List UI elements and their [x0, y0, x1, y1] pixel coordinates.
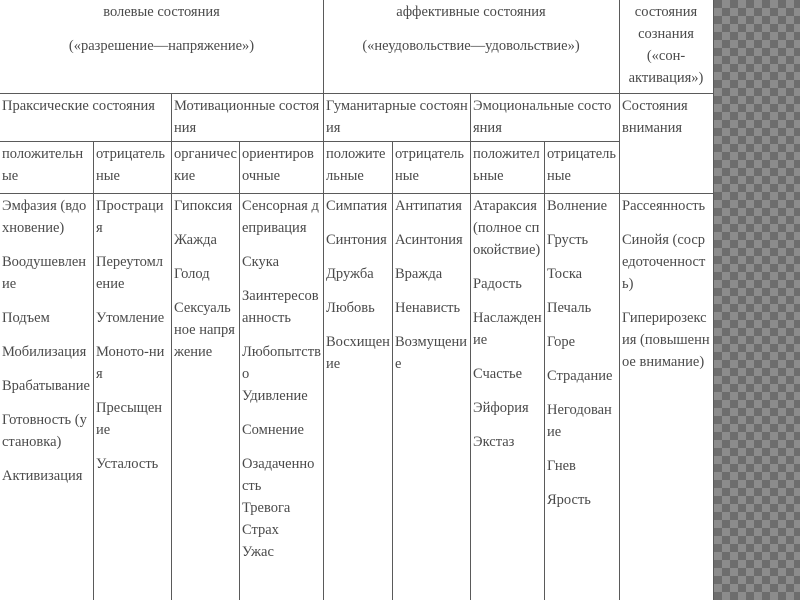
subheader-hum-negative: отрицательные — [395, 146, 465, 184]
state-item: Грусть — [547, 232, 589, 248]
state-item: Рассеянность — [622, 198, 706, 214]
state-item: Активизация — [2, 468, 83, 484]
state-item: Дружба — [326, 266, 374, 282]
subheader-emo-positive: положительные — [473, 146, 540, 184]
col-praxic-negative — [94, 194, 171, 600]
group-motivational: Мотивационные состояния — [174, 98, 320, 136]
state-item: Ярость — [547, 492, 591, 508]
state-item: Подъем — [2, 310, 50, 326]
state-item: Возмущение — [395, 334, 467, 372]
state-item: Усталость — [96, 456, 159, 472]
state-item: Гиперирозексия (повышенное внимание) — [622, 310, 710, 370]
volitional-header — [0, 0, 323, 93]
state-item: Гипоксия — [174, 198, 233, 214]
subheader-hum-positive: положительные — [326, 146, 386, 184]
col-hum-negative — [393, 194, 470, 600]
state-item: Синтония — [326, 232, 387, 248]
state-item: Счастье — [473, 366, 523, 382]
state-item: Горе — [547, 334, 576, 350]
affective-header — [323, 0, 619, 93]
volitional-subtitle: («разрешение—напряжение») — [68, 38, 255, 54]
state-item: Экстаз — [473, 434, 515, 450]
state-item: Сенсорная депривация — [242, 198, 319, 236]
state-item: Заинтересованность — [242, 288, 319, 326]
volitional-title: волевые состояния — [103, 4, 220, 20]
subheader-praxic-negative: отрицательные — [96, 146, 166, 184]
state-item: Сексуальное напряжение — [174, 300, 235, 360]
state-item: Прострация — [96, 198, 164, 236]
state-item: Воодушевление — [2, 254, 87, 292]
state-item: Симпатия — [326, 198, 388, 214]
state-item: Печаль — [547, 300, 592, 316]
group-humanitarian: Гуманитарные состояния — [326, 98, 468, 136]
state-item: Эйфория — [473, 400, 529, 416]
state-item: Атараксия (полное спокойствие) — [473, 198, 541, 258]
state-item: Антипатия — [395, 198, 462, 214]
state-item: Мобилизация — [2, 344, 87, 360]
state-item: Страдание — [547, 368, 613, 384]
affective-subtitle: («неудовольствие—удовольствие») — [362, 38, 580, 54]
state-item: Восхищение — [326, 334, 390, 372]
col-emo-positive — [471, 194, 544, 600]
state-item: Страх — [242, 522, 279, 538]
state-item: Голод — [174, 266, 210, 282]
col-praxic-positive — [0, 194, 93, 600]
group-attention: Состояния внимания — [622, 98, 688, 136]
state-item: Радость — [473, 276, 522, 292]
state-item: Ужас — [242, 544, 274, 560]
subheader-praxic-positive: положительные — [2, 146, 84, 184]
subheader-emo-negative: отрицательные — [547, 146, 617, 184]
state-item: Озадаченность — [242, 456, 315, 494]
state-item: Ненависть — [395, 300, 461, 316]
consciousness-header — [619, 0, 713, 93]
col-attention — [620, 194, 713, 600]
state-item: Любовь — [326, 300, 375, 316]
state-item: Скука — [242, 254, 280, 270]
consciousness-line: активация») — [628, 70, 704, 86]
consciousness-line: сознания — [638, 26, 694, 42]
subheader-motiv-orienting: ориентировочные — [242, 146, 314, 184]
state-item: Готовность (установка) — [2, 412, 87, 450]
decorative-pattern — [714, 0, 800, 600]
state-item: Жажда — [174, 232, 217, 248]
state-item: Вражда — [395, 266, 443, 282]
state-item: Синойя (сосредоточенность) — [622, 232, 706, 292]
state-item: Пресыщение — [96, 400, 163, 438]
state-item: Тревога — [242, 500, 291, 516]
state-item: Наслаждение — [473, 310, 542, 348]
state-item: Гнев — [547, 458, 576, 474]
state-item: Любопытство — [242, 344, 321, 382]
col-emo-negative — [545, 194, 619, 600]
group-praxic: Праксические состояния — [2, 98, 155, 114]
state-item: Утомление — [96, 310, 165, 326]
state-item: Переутомление — [96, 254, 164, 292]
state-item: Эмфазия (вдохновение) — [2, 198, 87, 236]
consciousness-line: состояния — [634, 4, 698, 20]
col-motiv-organic — [172, 194, 239, 600]
col-hum-positive — [324, 194, 392, 600]
state-item: Сомнение — [242, 422, 304, 438]
state-item: Моното-ния — [96, 344, 165, 382]
consciousness-line: («сон- — [646, 48, 686, 64]
state-item: Волнение — [547, 198, 608, 214]
affective-title: аффективные состояния — [396, 4, 546, 20]
state-item: Негодование — [547, 402, 612, 440]
subheader-motiv-organic: органические — [174, 146, 237, 184]
state-item: Удивление — [242, 388, 308, 404]
col-motiv-orienting — [240, 194, 323, 600]
group-emotional: Эмоциональные состояния — [473, 98, 612, 136]
state-item: Тоска — [547, 266, 583, 282]
state-item: Врабатывание — [2, 378, 90, 394]
state-item: Асинтония — [395, 232, 463, 248]
